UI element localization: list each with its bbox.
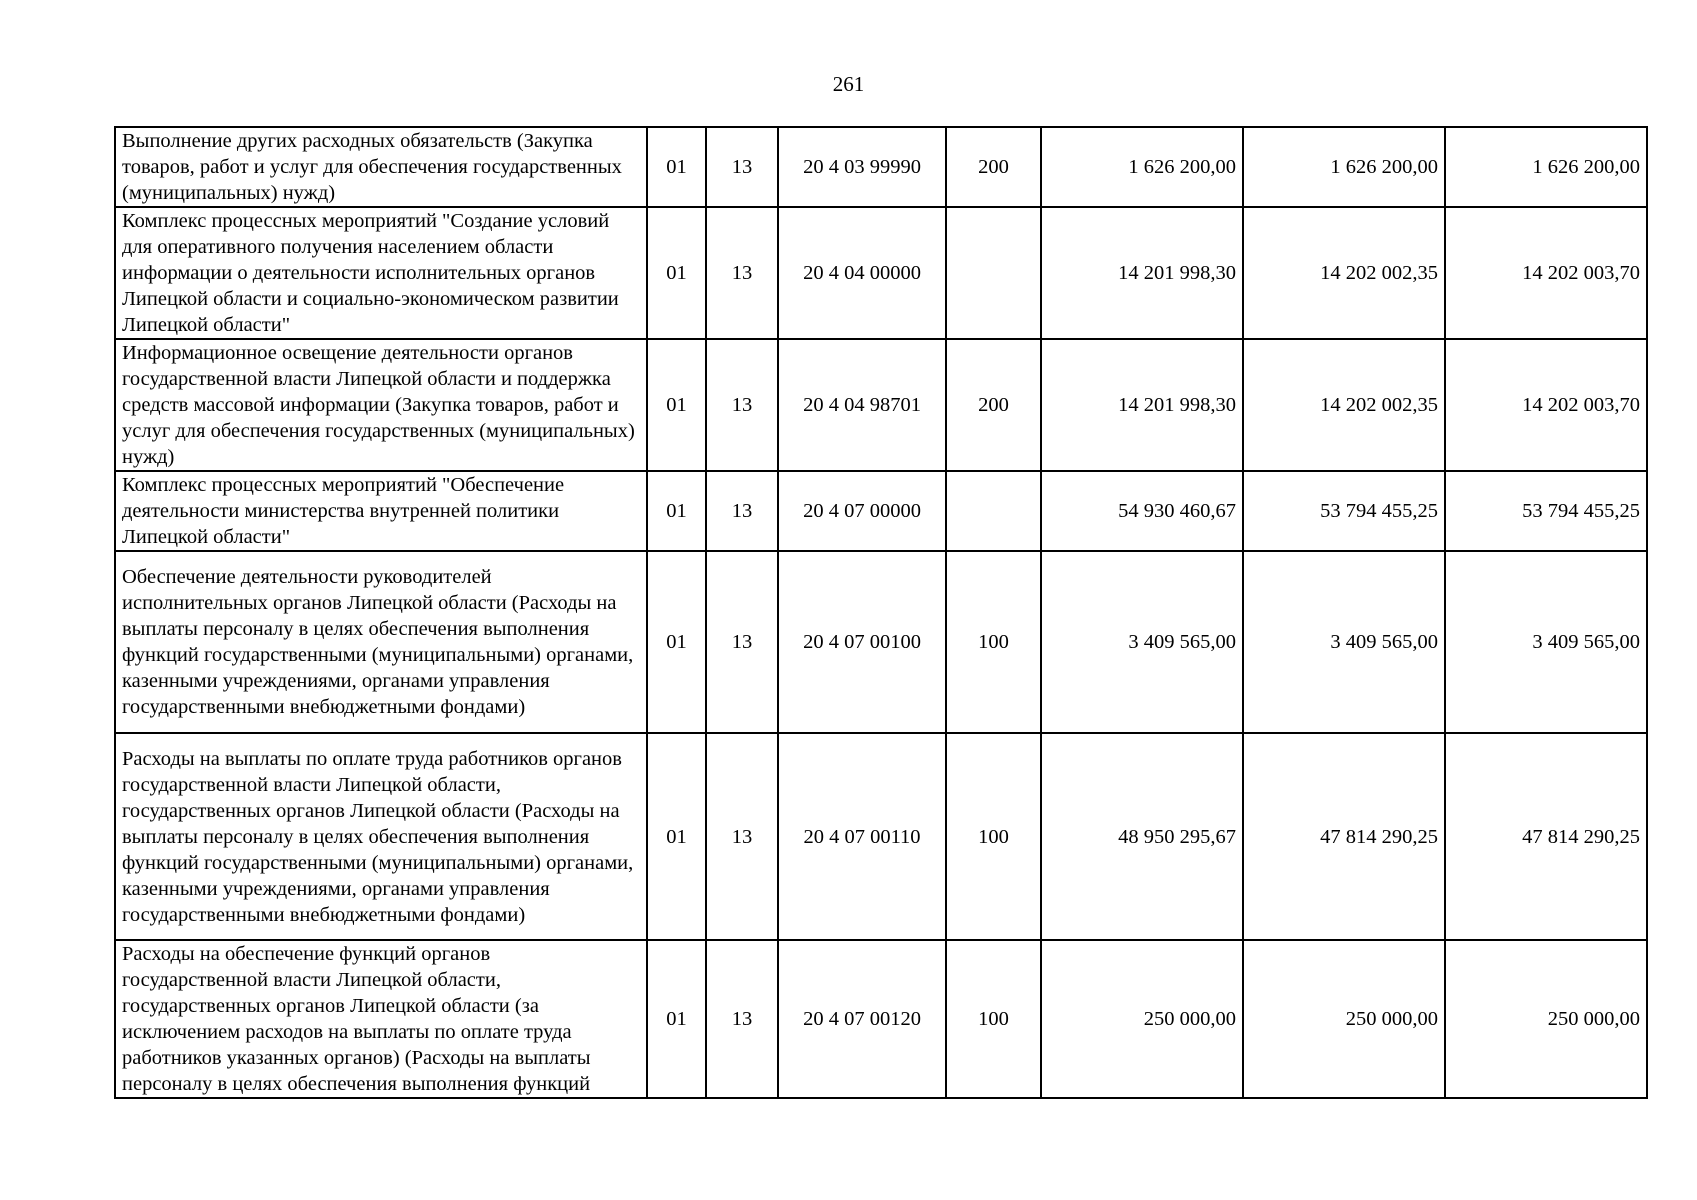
row-name: Выполнение других расходных обязательств (Закупка товаров, работ и услуг для обеспечения государственных (муниципальных) нужд) <box>115 127 647 207</box>
section-code: 01 <box>647 207 706 339</box>
amount-year-3: 3 409 565,00 <box>1445 551 1647 733</box>
amount-year-2: 14 202 002,35 <box>1243 339 1445 471</box>
amount-year-3: 250 000,00 <box>1445 940 1647 1098</box>
amount-year-3: 1 626 200,00 <box>1445 127 1647 207</box>
amount-year-3: 14 202 003,70 <box>1445 339 1647 471</box>
expense-type-code: 100 <box>946 940 1041 1098</box>
section-code: 01 <box>647 551 706 733</box>
target-article-code: 20 4 04 00000 <box>778 207 946 339</box>
target-article-code: 20 4 07 00000 <box>778 471 946 551</box>
table-row <box>115 551 1647 733</box>
amount-year-1: 48 950 295,67 <box>1041 733 1243 940</box>
table-row <box>115 339 1647 471</box>
expense-type-code: 200 <box>946 127 1041 207</box>
row-name: Комплекс процессных мероприятий "Создание условий для оперативного получения населением области информации о деятельности исполнительных органов Липецкой области и социально-экономическом развитии Липецкой области" <box>115 207 647 339</box>
table-row <box>115 471 1647 551</box>
amount-year-1: 250 000,00 <box>1041 940 1243 1098</box>
expense-type-code: 100 <box>946 733 1041 940</box>
table-row <box>115 127 1647 207</box>
amount-year-1: 3 409 565,00 <box>1041 551 1243 733</box>
target-article-code: 20 4 04 98701 <box>778 339 946 471</box>
row-name: Комплекс процессных мероприятий "Обеспечение деятельности министерства внутренней политики Липецкой области" <box>115 471 647 551</box>
table-row <box>115 940 1647 1098</box>
subsection-code: 13 <box>706 733 778 940</box>
amount-year-1: 14 201 998,30 <box>1041 207 1243 339</box>
target-article-code: 20 4 07 00120 <box>778 940 946 1098</box>
target-article-code: 20 4 07 00100 <box>778 551 946 733</box>
amount-year-2: 3 409 565,00 <box>1243 551 1445 733</box>
section-code: 01 <box>647 471 706 551</box>
section-code: 01 <box>647 127 706 207</box>
row-name: Расходы на выплаты по оплате труда работников органов государственной власти Липецкой области, государственных органов Липецкой области (Расходы на выплаты персоналу в целях обеспечения выполнения функций государственными (муниципальными) органами, казенными учреждениями, органами управления государственными внебюджетными фондами) <box>115 733 647 940</box>
row-name: Информационное освещение деятельности органов государственной власти Липецкой области и поддержка средств массовой информации (Закупка товаров, работ и услуг для обеспечения государственных (муниципальных) нужд) <box>115 339 647 471</box>
target-article-code: 20 4 03 99990 <box>778 127 946 207</box>
table-row <box>115 207 1647 339</box>
budget-table <box>114 126 1648 1099</box>
subsection-code: 13 <box>706 339 778 471</box>
target-article-code: 20 4 07 00110 <box>778 733 946 940</box>
subsection-code: 13 <box>706 207 778 339</box>
amount-year-2: 53 794 455,25 <box>1243 471 1445 551</box>
amount-year-3: 14 202 003,70 <box>1445 207 1647 339</box>
expense-type-code: 100 <box>946 551 1041 733</box>
expense-type-code: 200 <box>946 339 1041 471</box>
amount-year-2: 1 626 200,00 <box>1243 127 1445 207</box>
amount-year-2: 250 000,00 <box>1243 940 1445 1098</box>
table-row <box>115 733 1647 940</box>
row-name: Расходы на обеспечение функций органов государственной власти Липецкой области, государственных органов Липецкой области (за исключением расходов на выплаты по оплате труда работников указанных органов) (Расходы на выплаты персоналу в целях обеспечения выполнения функций <box>115 940 647 1098</box>
expense-type-code <box>946 207 1041 339</box>
section-code: 01 <box>647 733 706 940</box>
amount-year-3: 47 814 290,25 <box>1445 733 1647 940</box>
amount-year-1: 54 930 460,67 <box>1041 471 1243 551</box>
subsection-code: 13 <box>706 127 778 207</box>
amount-year-1: 1 626 200,00 <box>1041 127 1243 207</box>
expense-type-code <box>946 471 1041 551</box>
page-number: 261 <box>832 72 865 96</box>
row-name: Обеспечение деятельности руководителей исполнительных органов Липецкой области (Расходы на выплаты персоналу в целях обеспечения выполнения функций государственными (муниципальными) органами, казенными учреждениями, органами управления государственными внебюджетными фондами) <box>115 551 647 733</box>
section-code: 01 <box>647 339 706 471</box>
amount-year-1: 14 201 998,30 <box>1041 339 1243 471</box>
subsection-code: 13 <box>706 471 778 551</box>
amount-year-3: 53 794 455,25 <box>1445 471 1647 551</box>
amount-year-2: 47 814 290,25 <box>1243 733 1445 940</box>
amount-year-2: 14 202 002,35 <box>1243 207 1445 339</box>
subsection-code: 13 <box>706 940 778 1098</box>
section-code: 01 <box>647 940 706 1098</box>
subsection-code: 13 <box>706 551 778 733</box>
